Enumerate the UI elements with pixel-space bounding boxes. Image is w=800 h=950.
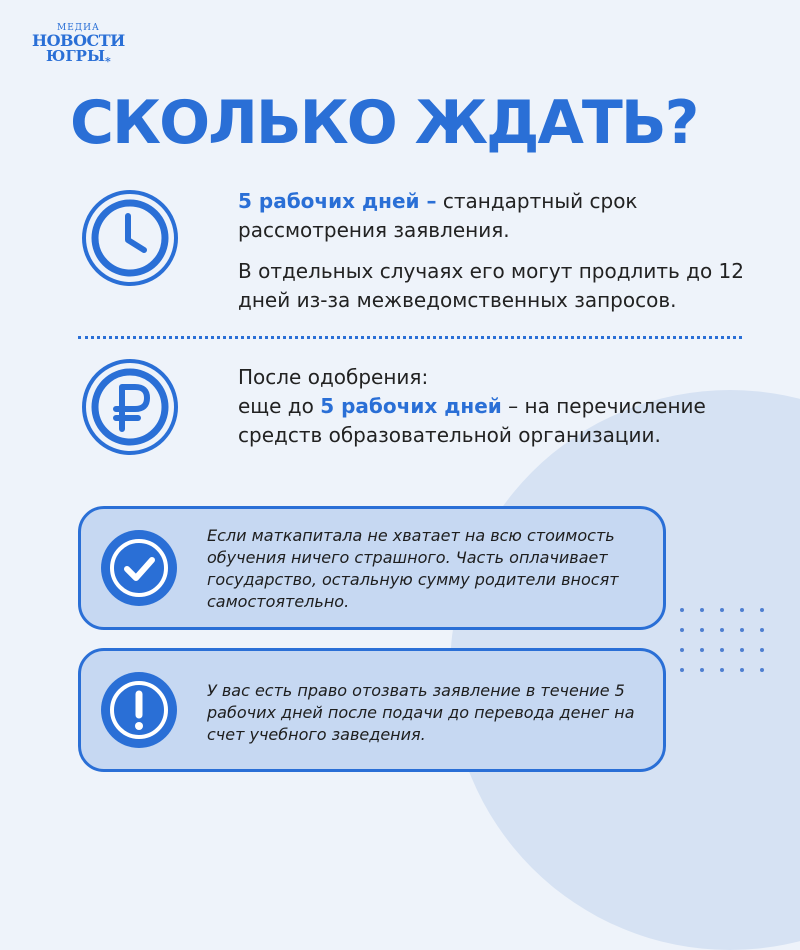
section-review-term — [238, 187, 758, 315]
logo-line-3: $ЮГРЫ_*$ — [46, 47, 111, 68]
logo-line-2: НОВОСТИ — [32, 31, 125, 50]
withdraw-right-text: У вас есть право отозвать заявление в течение 5 рабочих дней после подачи до перевода денег на счет учебного заведения. — [207, 681, 635, 744]
dotted-divider — [78, 336, 742, 339]
section-transfer-term — [238, 363, 738, 450]
review-term-highlight: 5 рабочих дней – — [238, 189, 437, 213]
extension-text: В отдельных случаях его могут продлить до 12 дней из-за межведомственных запросов. — [238, 259, 745, 312]
info-card-withdraw-right — [78, 648, 666, 772]
clock-icon — [80, 188, 180, 288]
ruble-icon — [80, 357, 180, 457]
approval-label: После одобрения: — [238, 365, 429, 389]
transfer-term-text: еще до 5 рабочих дней – на перечисление средств образовательной организации. — [238, 394, 706, 447]
review-term-text: 5 рабочих дней – стандартный срок рассмотрения заявления. — [238, 189, 638, 242]
logo-line-1: МЕДИА — [57, 23, 100, 33]
dot-grid-decoration — [680, 608, 766, 672]
logo — [32, 24, 125, 67]
check-icon — [99, 528, 179, 608]
partial-payment-text: Если маткапитала не хватает на всю стоимость обучения ничего страшного. Часть оплачивает государство, остальную сумму родители вносят самостоятельно. — [207, 526, 619, 611]
page-title: СКОЛЬКО ЖДАТЬ? — [70, 88, 698, 158]
exclamation-icon — [99, 670, 179, 750]
info-card-partial-payment — [78, 506, 666, 630]
transfer-term-highlight: 5 рабочих дней — [320, 394, 502, 418]
